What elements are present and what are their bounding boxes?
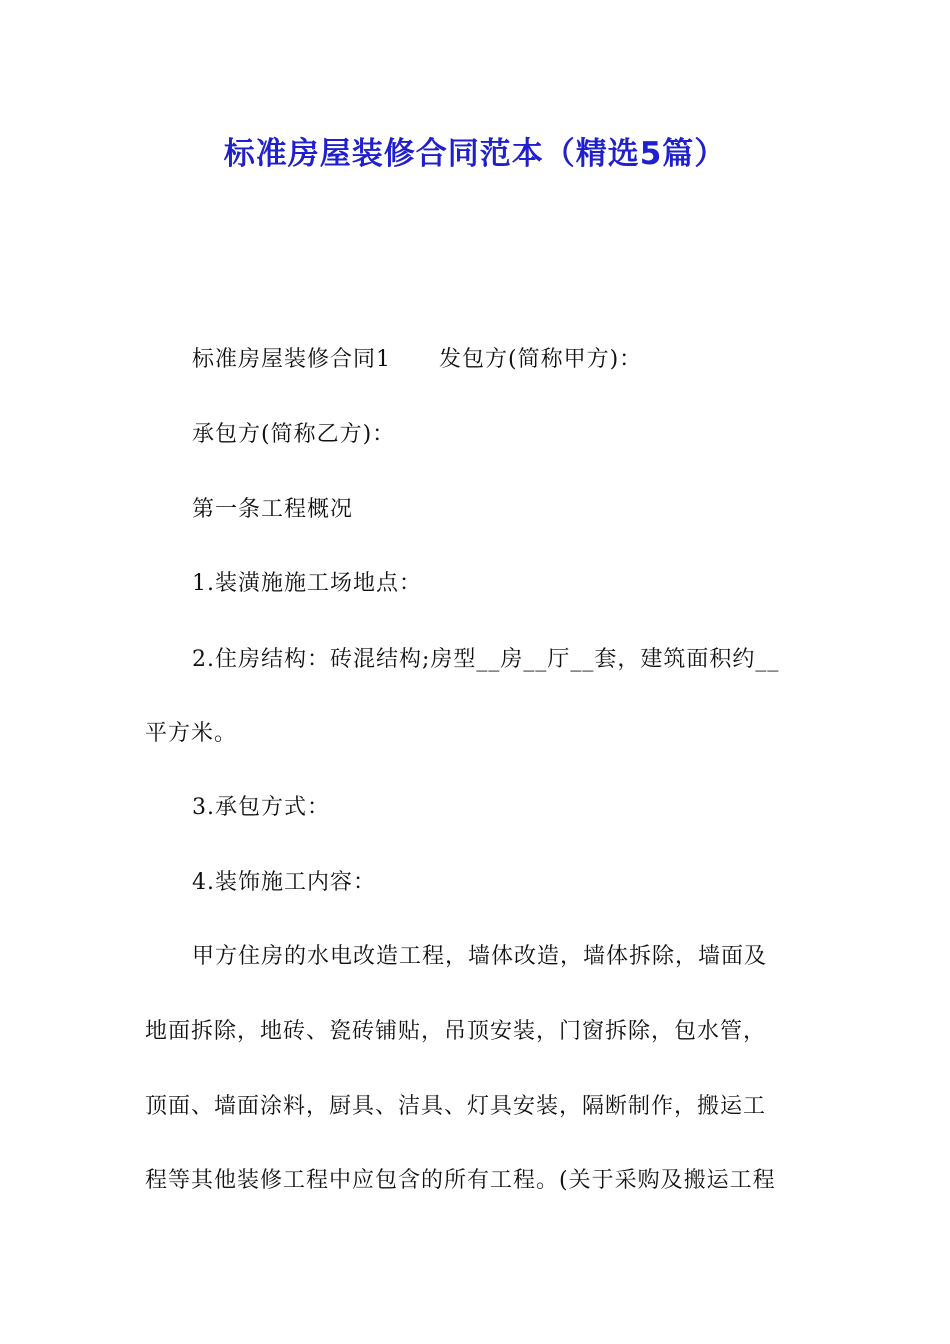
item-site-location: 1.装潢施施工场地点： [192,571,422,596]
content-paragraph-line: 顶面、墙面涂料，厨具、洁具、灯具安装，隔断制作，搬运工 [145,1094,767,1119]
party-a-label: 发包方(简称甲方)： [439,347,643,372]
contract-heading: 标准房屋装修合同1 [192,347,391,372]
item-housing-structure: 2.住房结构：砖混结构;房型__房__厅__套，建筑面积约__ [192,647,780,672]
document-title: 标准房屋装修合同范本（精选5篇） [223,136,727,172]
paragraph-contract-heading [192,345,642,375]
content-paragraph-line: 程等其他装修工程中应包含的所有工程。(关于采购及搬运工程 [145,1168,776,1193]
party-b-label: 承包方(简称乙方)： [192,422,396,447]
content-paragraph-line: 甲方住房的水电改造工程，墙体改造，墙体拆除，墙面及 [192,944,768,969]
article-one-heading: 第一条工程概况 [192,497,354,522]
item-construction-content: 4.装饰施工内容： [192,870,376,895]
item-contract-mode: 3.承包方式： [192,795,330,820]
content-paragraph-line: 地面拆除，地砖、瓷砖铺贴，吊顶安装，门窗拆除，包水管， [145,1019,767,1044]
item-housing-structure-cont: 平方米。 [145,721,238,746]
